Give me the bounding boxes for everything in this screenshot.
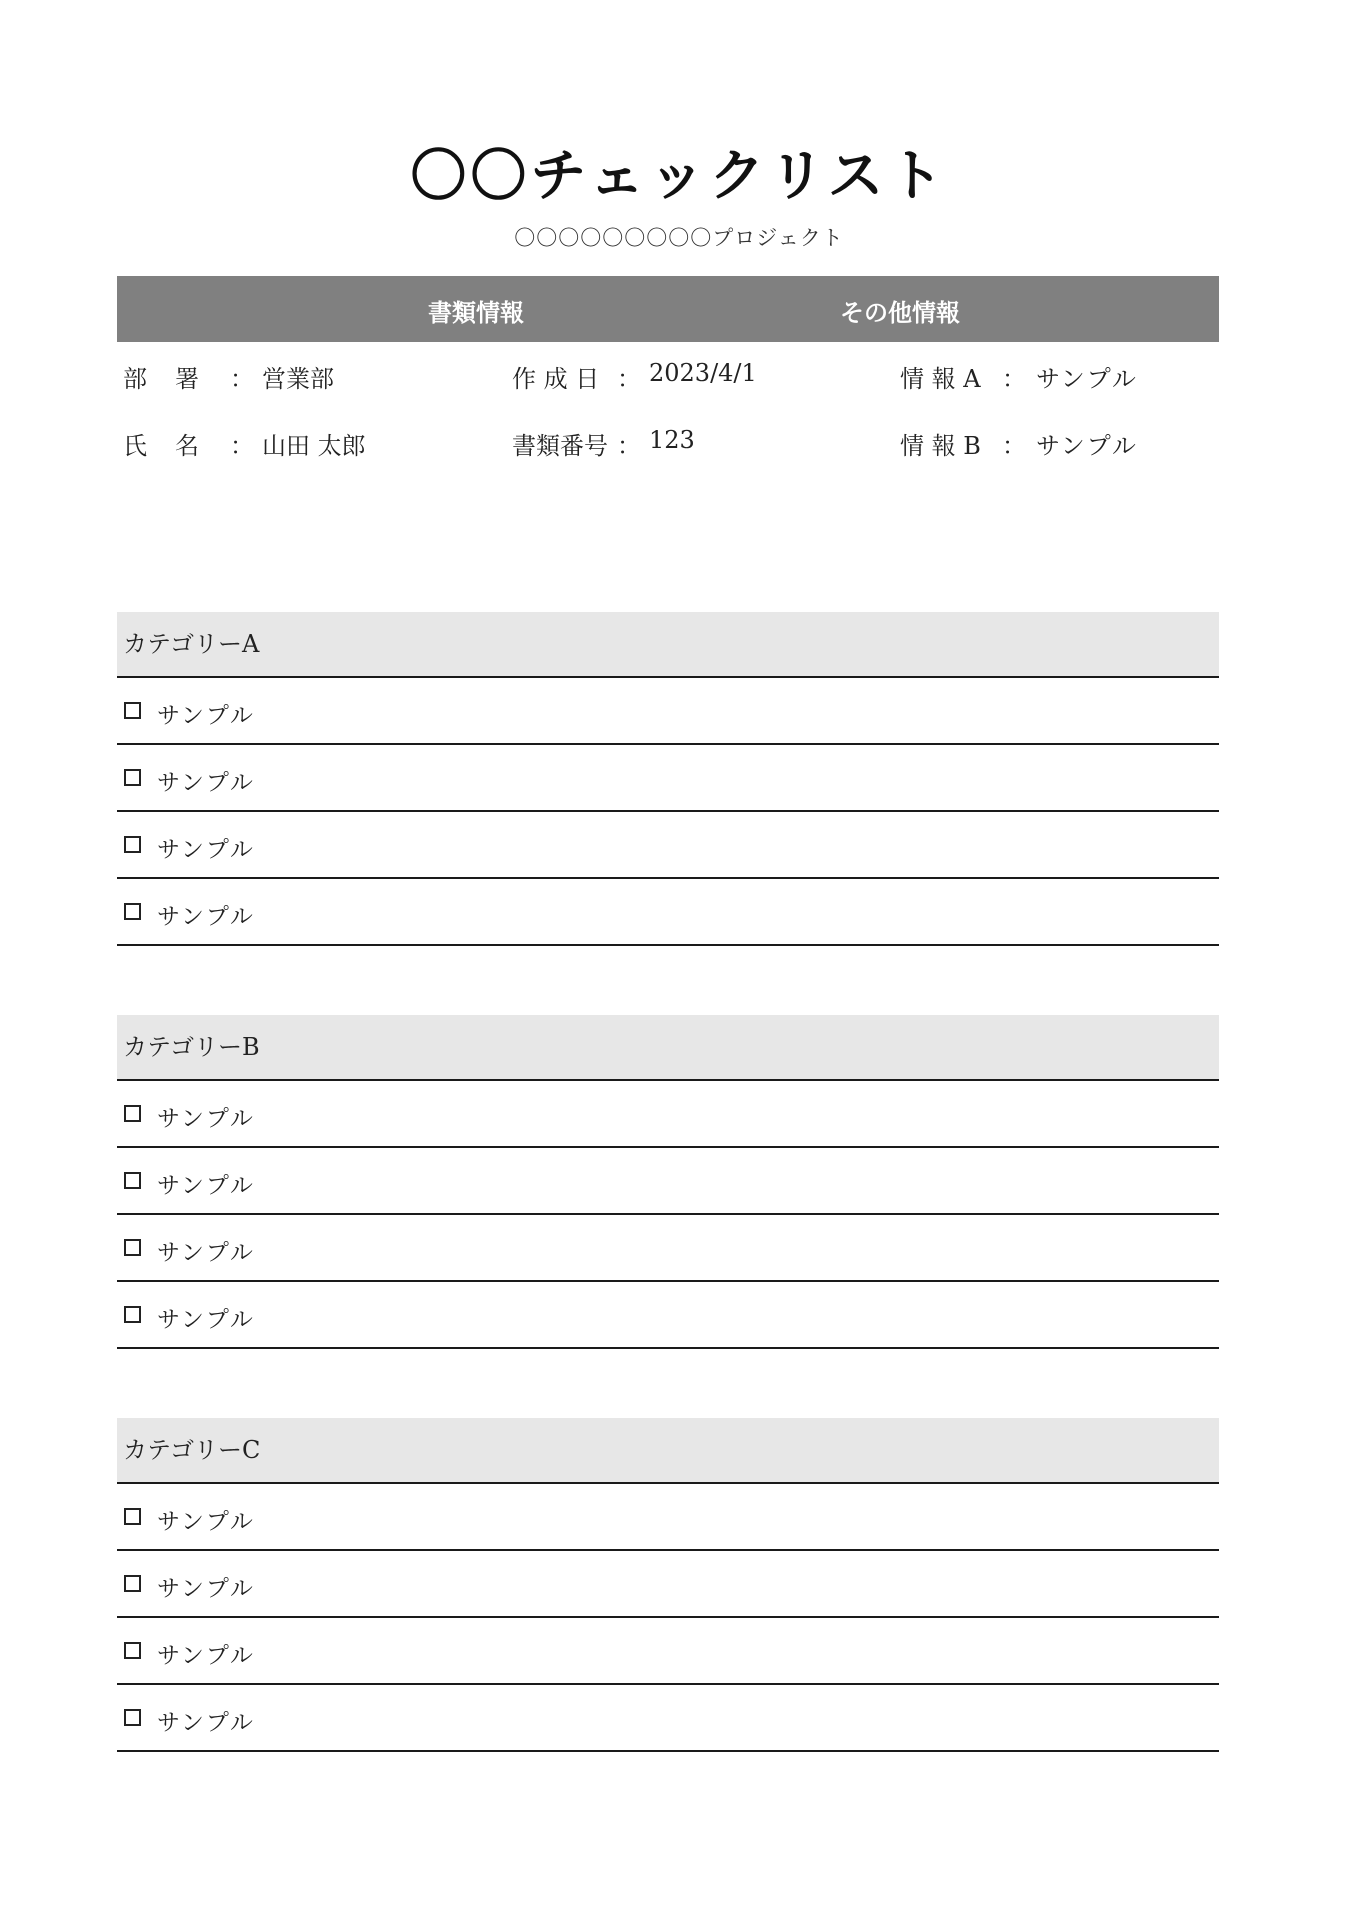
name-label: 氏 名 <box>123 432 201 460</box>
checklist-item-label: サンプル <box>157 1509 255 1535</box>
checklist-item-label: サンプル <box>157 1576 255 1602</box>
name-separator: ： <box>230 432 254 460</box>
checklist-item-label: サンプル <box>157 1240 255 1266</box>
category-c-section <box>117 1418 1219 1752</box>
checklist-item-label: サンプル <box>157 1106 255 1132</box>
checkbox-icon[interactable] <box>124 1105 141 1122</box>
checklist-item[interactable] <box>117 678 1219 745</box>
checkbox-icon[interactable] <box>124 702 141 719</box>
name-value: 山田 太郎 <box>262 432 366 460</box>
category-heading: カテゴリーA <box>117 612 1219 678</box>
checkbox-icon[interactable] <box>124 1239 141 1256</box>
checkbox-icon[interactable] <box>124 1575 141 1592</box>
checkbox-icon[interactable] <box>124 836 141 853</box>
checkbox-icon[interactable] <box>124 769 141 786</box>
checklist-item[interactable] <box>117 812 1219 879</box>
checklist-item[interactable] <box>117 1618 1219 1685</box>
checklist-item[interactable] <box>117 1215 1219 1282</box>
department-separator: ： <box>230 365 254 393</box>
checklist-item[interactable] <box>117 1685 1219 1752</box>
info-header-bar <box>117 276 1219 342</box>
checkbox-icon[interactable] <box>124 1306 141 1323</box>
category-heading: カテゴリーC <box>117 1418 1219 1484</box>
info-row <box>117 426 1219 466</box>
info-a-value: サンプル <box>1036 365 1138 393</box>
info-b-value: サンプル <box>1036 432 1138 460</box>
checkbox-icon[interactable] <box>124 903 141 920</box>
checkbox-icon[interactable] <box>124 1642 141 1659</box>
checklist-item[interactable] <box>117 745 1219 812</box>
checklist-item-label: サンプル <box>157 1307 255 1333</box>
info-a-label: 情 報 A <box>900 365 981 393</box>
page-subtitle: 〇〇〇〇〇〇〇〇〇プロジェクト <box>514 226 844 250</box>
category-b-section <box>117 1015 1219 1349</box>
document-number-separator: ： <box>617 432 641 460</box>
document-info-heading: 書類情報 <box>428 299 524 327</box>
document-number-label: 書類番号 <box>512 432 608 460</box>
checkbox-icon[interactable] <box>124 1172 141 1189</box>
checklist-item[interactable] <box>117 1081 1219 1148</box>
created-date-separator: ： <box>617 365 641 393</box>
created-date-label: 作 成 日 <box>512 365 600 393</box>
document-number-value: 123 <box>649 426 695 454</box>
category-heading: カテゴリーB <box>117 1015 1219 1081</box>
info-a-separator: ： <box>1002 365 1026 393</box>
checklist-item[interactable] <box>117 1484 1219 1551</box>
other-info-heading: その他情報 <box>840 299 960 327</box>
checklist-item[interactable] <box>117 1282 1219 1349</box>
checklist-item-label: サンプル <box>157 1710 255 1736</box>
department-value: 営業部 <box>262 365 334 393</box>
page-title: 〇〇チェックリスト <box>410 143 948 209</box>
checklist-item-label: サンプル <box>157 770 255 796</box>
checklist-item-label: サンプル <box>157 1643 255 1669</box>
info-row <box>117 359 1219 399</box>
checklist-item-label: サンプル <box>157 703 255 729</box>
checklist-item[interactable] <box>117 879 1219 946</box>
info-b-separator: ： <box>1002 432 1026 460</box>
checklist-item-label: サンプル <box>157 837 255 863</box>
checkbox-icon[interactable] <box>124 1508 141 1525</box>
checkbox-icon[interactable] <box>124 1709 141 1726</box>
checklist-item-label: サンプル <box>157 904 255 930</box>
created-date-value: 2023/4/1 <box>649 359 757 387</box>
category-a-section <box>117 612 1219 946</box>
checklist-item-label: サンプル <box>157 1173 255 1199</box>
checklist-item[interactable] <box>117 1551 1219 1618</box>
info-b-label: 情 報 B <box>900 432 981 460</box>
department-label: 部 署 <box>123 365 201 393</box>
checklist-item[interactable] <box>117 1148 1219 1215</box>
